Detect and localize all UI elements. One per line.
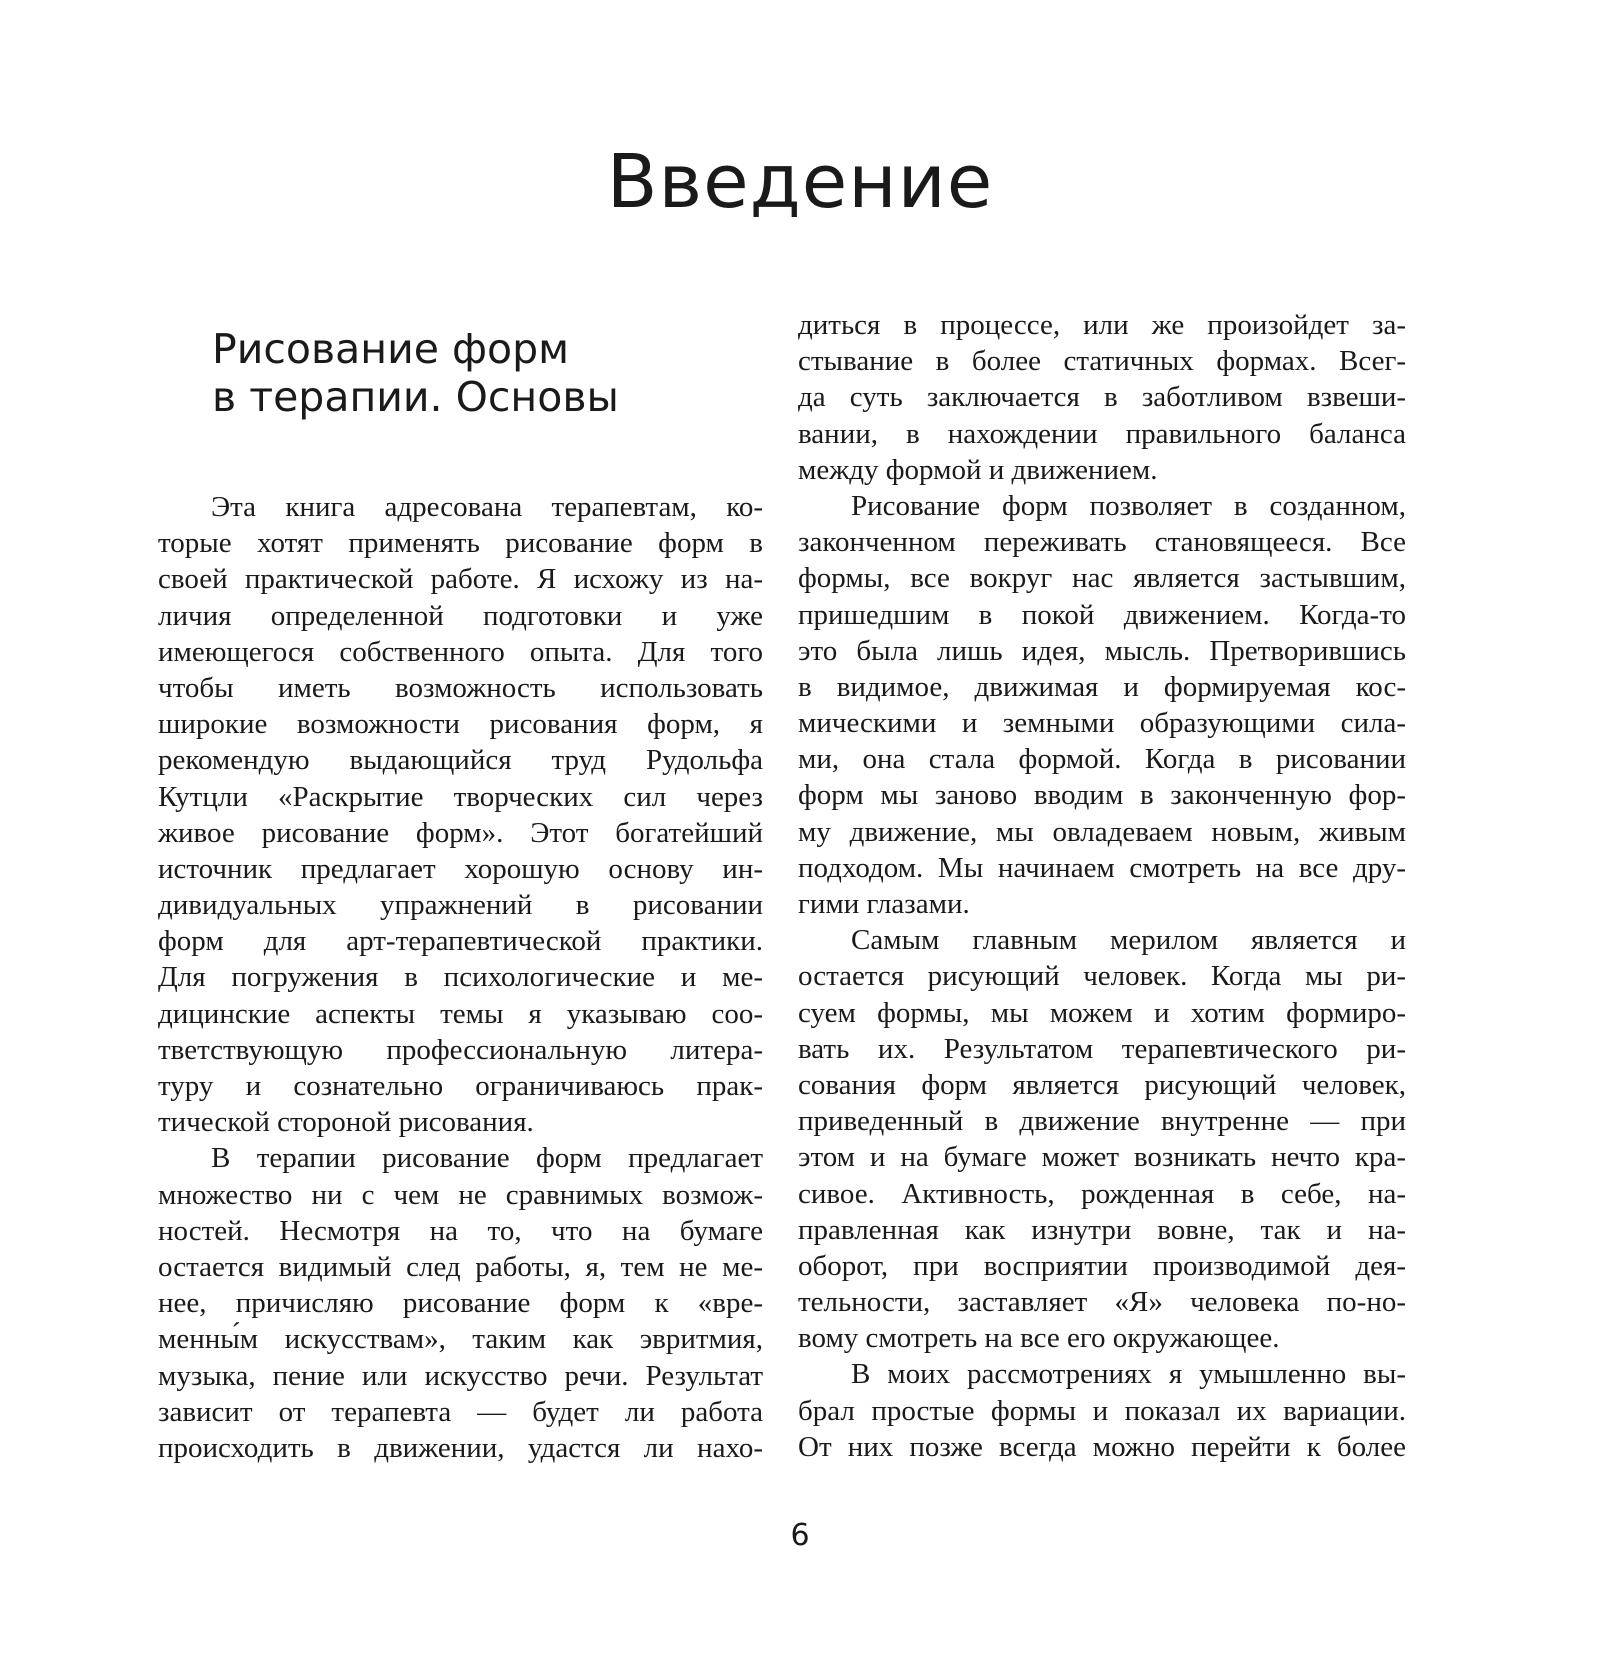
text-line: диться в процессе, или же произойдет за- <box>798 309 1406 341</box>
text-line: да суть заключается в заботливом взвеши- <box>798 381 1406 414</box>
text-line: мическими и земными образующими сила- <box>798 707 1406 740</box>
chapter-title: Введение <box>606 139 994 225</box>
text-line: остается видимый след работы, я, тем не ме- <box>158 1250 763 1283</box>
text-line: подходом. Мы начинаем смотреть на все дру- <box>798 851 1406 884</box>
text-line: В терапии рисование форм предлагает <box>211 1142 763 1175</box>
text-line: имеющегося собственного опыта. Для того <box>158 635 763 668</box>
section-title-line: в терапии. Основы <box>212 373 619 421</box>
text-line: тельности, заставляет «Я» человека по-но- <box>798 1286 1406 1319</box>
text-line: суем формы, мы можем и хотим формиро- <box>798 996 1406 1029</box>
text-line: гими глазами. <box>798 888 970 920</box>
text-line: форм для арт-терапевтической практики. <box>158 925 763 958</box>
text-line: дивидуальных упражнений в рисовании <box>158 889 763 922</box>
text-line: личия определенной подготовки и уже <box>158 599 763 632</box>
text-line: торые хотят применять рисование форм в <box>158 527 763 560</box>
text-line: между формой и движением. <box>798 453 1158 486</box>
text-line: Рисование форм позволяет в созданном, <box>851 489 1406 522</box>
text-line: остается рисующий человек. Когда мы ри- <box>798 960 1406 993</box>
text-line: происходить в движении, удастся ли нахо- <box>158 1431 763 1464</box>
text-line: Для погружения в психологические и ме- <box>158 961 763 994</box>
text-line: источник предлагает хорошую основу ин- <box>158 852 763 885</box>
text-line: приведенный в движение внутренне — при <box>798 1105 1406 1138</box>
text-line: Самым главным мерилом является и <box>851 924 1406 957</box>
text-line: оборот, при восприятии производимой дея- <box>798 1249 1406 1282</box>
text-line: в видимое, движимая и формируемая кос- <box>798 670 1406 703</box>
text-line: этом и на бумаге может возникать нечто кра- <box>798 1141 1406 1174</box>
text-line: вому смотреть на все его окружающее. <box>798 1322 1280 1355</box>
text-line: чтобы иметь возможность использовать <box>158 671 763 704</box>
text-line: живое рисование форм». Этот богатейший <box>158 816 763 849</box>
text-line: формы, все вокруг нас является застывшим, <box>798 562 1406 595</box>
text-line: ми, она стала формой. Когда в рисовании <box>798 743 1406 776</box>
text-line: ностей. Несмотря на то, что на бумаге <box>158 1214 763 1247</box>
text-line: стывание в более статичных формах. Всег- <box>798 345 1406 378</box>
text-line: своей практической работе. Я исхожу из на- <box>158 563 763 596</box>
text-line: В моих рассмотрениях я умышленно вы- <box>851 1358 1406 1391</box>
text-line: Кутцли «Раскрытие творческих сил через <box>158 780 763 813</box>
section-title <box>212 325 732 421</box>
text-line: сивое. Активность, рожденная в себе, на- <box>798 1177 1406 1210</box>
text-line: сования форм является рисующий человек, <box>798 1068 1406 1101</box>
text-line: форм мы заново вводим в законченную фор- <box>798 779 1406 812</box>
right-text-column <box>798 307 1406 1465</box>
text-line: музыка, пение или искусство речи. Результат <box>158 1359 763 1392</box>
left-text-column <box>158 489 763 1466</box>
text-line: множество ни с чем не сравнимых возмож- <box>158 1178 763 1211</box>
text-line: зависит от терапевта — будет ли работа <box>158 1395 763 1428</box>
text-line: широкие возможности рисования форм, я <box>158 708 763 741</box>
text-line: дицинские аспекты темы я указываю соо- <box>158 997 763 1030</box>
text-line: менны́м искусствам», таким как эвритмия, <box>158 1323 763 1356</box>
text-line: это была лишь идея, мысль. Претворившись <box>798 634 1406 667</box>
text-line: пришедшим в покой движением. Когда-то <box>798 598 1406 631</box>
text-line: тической стороной рисования. <box>158 1106 534 1139</box>
text-line: От них позже всегда можно перейти к более <box>798 1430 1406 1463</box>
text-line: брал простые формы и показал их вариации. <box>798 1394 1406 1427</box>
text-line: рекомендую выдающийся труд Рудольфа <box>158 744 763 777</box>
text-line: вании, в нахождении правильного баланса <box>798 417 1406 450</box>
text-line: тветствующую профессиональную литера- <box>158 1033 763 1066</box>
text-line: Эта книга адресована терапевтам, ко- <box>211 491 763 523</box>
text-line: правленная как изнутри вовне, так и на- <box>798 1213 1406 1246</box>
text-line: му движение, мы овладеваем новым, живым <box>798 815 1406 848</box>
page-number: 6 <box>790 1518 810 1553</box>
text-line: законченном переживать становящееся. Все <box>798 526 1406 559</box>
text-line: туру и сознательно ограничиваюсь прак- <box>158 1070 763 1102</box>
text-line: вать их. Результатом терапевтического ри- <box>798 1032 1406 1065</box>
section-title-line: Рисование форм <box>212 325 570 373</box>
text-line: нее, причисляю рисование форм к «вре- <box>158 1287 763 1320</box>
